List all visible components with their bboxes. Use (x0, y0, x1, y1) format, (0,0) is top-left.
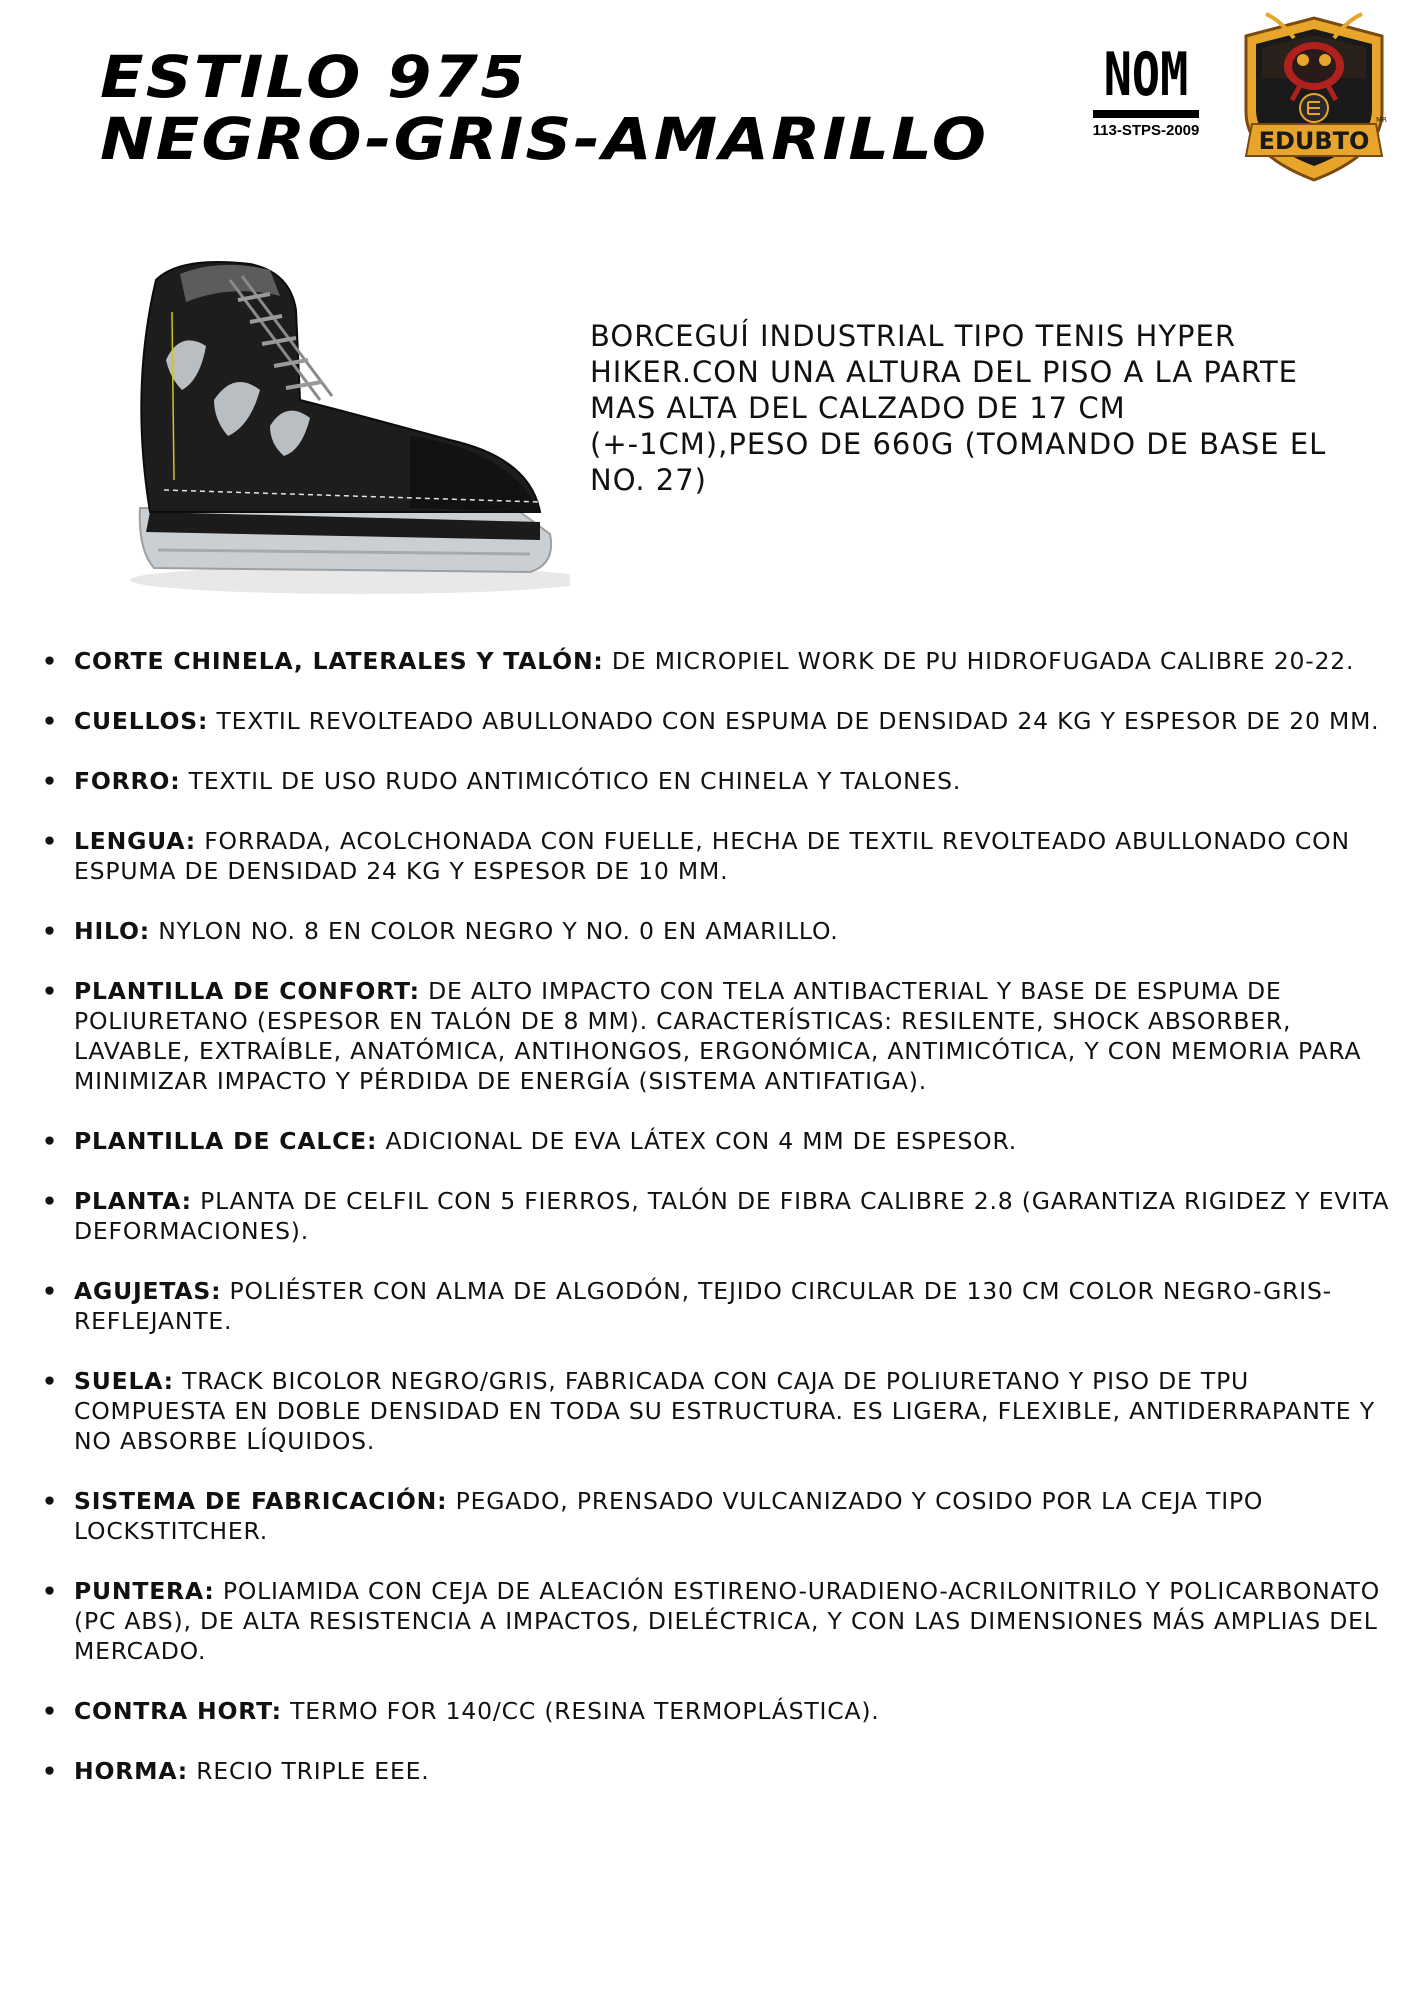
spec-item (42, 1366, 1392, 1456)
brand-registered-mark: MR (1376, 116, 1387, 124)
spec-text: NYLON NO. 8 EN COLOR NEGRO Y NO. 0 EN AMARILLO. (149, 917, 839, 945)
bullet: • (42, 977, 58, 1005)
spec-label: CORTE CHINELA, LATERALES Y TALÓN: (74, 647, 604, 675)
spec-item (42, 826, 1392, 886)
bullet: • (42, 1697, 58, 1725)
spec-label: PLANTA: (74, 1187, 192, 1215)
spec-label: FORRO: (74, 767, 181, 795)
spec-text: POLIAMIDA CON CEJA DE ALEACIÓN ESTIRENO-URADIENO-ACRILONITRILO Y POLICARBONATO (PC ABS), DE ALTA RESISTENCIA A IMPACTOS, DIELÉCTRICA, Y CON LAS DIMENSIONES MÁS AMPLIAS DEL MERCADO. (74, 1577, 1381, 1665)
spec-text: TEXTIL REVOLTEADO ABULLONADO CON ESPUMA DE DENSIDAD 24 KG Y ESPESOR DE 20 MM. (208, 707, 1380, 735)
bullet: • (42, 767, 58, 795)
spec-label: AGUJETAS: (74, 1277, 222, 1305)
bullet: • (42, 827, 58, 855)
spec-item (42, 1276, 1392, 1336)
brand-banner (1246, 124, 1382, 156)
spec-text: ADICIONAL DE EVA LÁTEX CON 4 MM DE ESPESOR. (377, 1127, 1018, 1155)
spec-item (42, 1126, 1392, 1156)
spec-label: CONTRA HORT: (74, 1697, 282, 1725)
brand-logo (1232, 8, 1396, 188)
bullet: • (42, 1127, 58, 1155)
bullet: • (42, 1577, 58, 1605)
nom-code: 113-STPS-2009 (1092, 122, 1200, 139)
spec-item (42, 766, 1392, 796)
spec-label: HORMA: (74, 1757, 188, 1785)
bullet: • (42, 1487, 58, 1515)
product-description: BORCEGUÍ INDUSTRIAL TIPO TENIS HYPER HIKER.CON UNA ALTURA DEL PISO A LA PARTE MAS ALTA DEL CALZADO DE 17 CM (+-1CM),PESO DE 660G (TOMANDO DE BASE EL NO. 27) (590, 319, 1327, 497)
spec-item (42, 706, 1392, 736)
nom-certification-logo (1085, 42, 1207, 139)
spec-text: DE ALTO IMPACTO CON TELA ANTIBACTERIAL Y BASE DE ESPUMA DE POLIURETANO (ESPESOR EN TALÓN DE 8 MM). CARACTERÍSTICAS: RESILENTE, SHOCK ABSORBER, LAVABLE, EXTRAÍBLE, ANATÓMICA, ANTIHONGOS, ERGONÓMICA, ANTIMICÓTICA, Y CON MEMORIA PARA MINIMIZAR IMPACTO Y PÉRDIDA DE ENERGÍA (SISTEMA ANTIFATIGA). (74, 977, 1362, 1095)
bullet: • (42, 917, 58, 945)
spec-text: RECIO TRIPLE EEE. (187, 1757, 430, 1785)
spec-label: SISTEMA DE FABRICACIÓN: (74, 1487, 448, 1515)
spec-text: FORRADA, ACOLCHONADA CON FUELLE, HECHA DE TEXTIL REVOLTEADO ABULLONADO CON ESPUMA DE DENSIDAD 24 KG Y ESPESOR DE 10 MM. (74, 827, 1350, 885)
bullet: • (42, 707, 58, 735)
title-model: ESTILO 975 (100, 43, 527, 111)
bullet: • (42, 647, 58, 675)
spec-label: PUNTERA: (74, 1577, 215, 1605)
nom-divider (1093, 110, 1199, 118)
spec-item (42, 1186, 1392, 1246)
page-title (100, 43, 989, 173)
spec-text: POLIÉSTER CON ALMA DE ALGODÓN, TEJIDO CIRCULAR DE 130 CM COLOR NEGRO-GRIS-REFLEJANTE. (74, 1277, 1332, 1335)
brand-name: EDUBTO (1258, 127, 1370, 155)
spec-item (42, 1696, 1392, 1726)
spec-text: TERMO FOR 140/CC (RESINA TERMOPLÁSTICA). (281, 1697, 880, 1725)
bullet: • (42, 1367, 58, 1395)
spec-label: PLANTILLA DE CALCE: (74, 1127, 378, 1155)
spec-item (42, 646, 1392, 676)
spec-list (42, 646, 1392, 1786)
spec-text: DE MICROPIEL WORK DE PU HIDROFUGADA CALIBRE 20-22. (603, 647, 1355, 675)
bullet: • (42, 1757, 58, 1785)
spec-item (42, 976, 1392, 1096)
nom-mark: NOM (1103, 40, 1189, 110)
spec-text: PEGADO, PRENSADO VULCANIZADO Y COSIDO POR LA CEJA TIPO LOCKSTITCHER. (74, 1487, 1264, 1545)
spec-item (42, 916, 1392, 946)
spec-label: PLANTILLA DE CONFORT: (74, 977, 420, 1005)
spec-text: TEXTIL DE USO RUDO ANTIMICÓTICO EN CHINELA Y TALONES. (180, 767, 962, 795)
spec-label: CUELLOS: (74, 707, 209, 735)
spec-label: LENGUA: (74, 827, 196, 855)
spec-item (42, 1576, 1392, 1666)
bullet: • (42, 1187, 58, 1215)
spec-text: TRACK BICOLOR NEGRO/GRIS, FABRICADA CON CAJA DE POLIURETANO Y PISO DE TPU COMPUESTA EN DOBLE DENSIDAD EN TODA SU ESTRUCTURA. ES LIGERA, FLEXIBLE, ANTIDERRAPANTE Y NO ABSORBE LÍQUIDOS. (74, 1367, 1375, 1455)
spec-label: SUELA: (74, 1367, 174, 1395)
spec-label: HILO: (74, 917, 150, 945)
spec-text: PLANTA DE CELFIL CON 5 FIERROS, TALÓN DE FIBRA CALIBRE 2.8 (GARANTIZA RIGIDEZ Y EVITA DEFORMACIONES). (74, 1187, 1390, 1245)
bullet: • (42, 1277, 58, 1305)
spec-item (42, 1486, 1392, 1546)
product-boot-image (110, 250, 570, 600)
spec-item (42, 1756, 1392, 1786)
title-colorway: NEGRO-GRIS-AMARILLO (100, 105, 989, 173)
